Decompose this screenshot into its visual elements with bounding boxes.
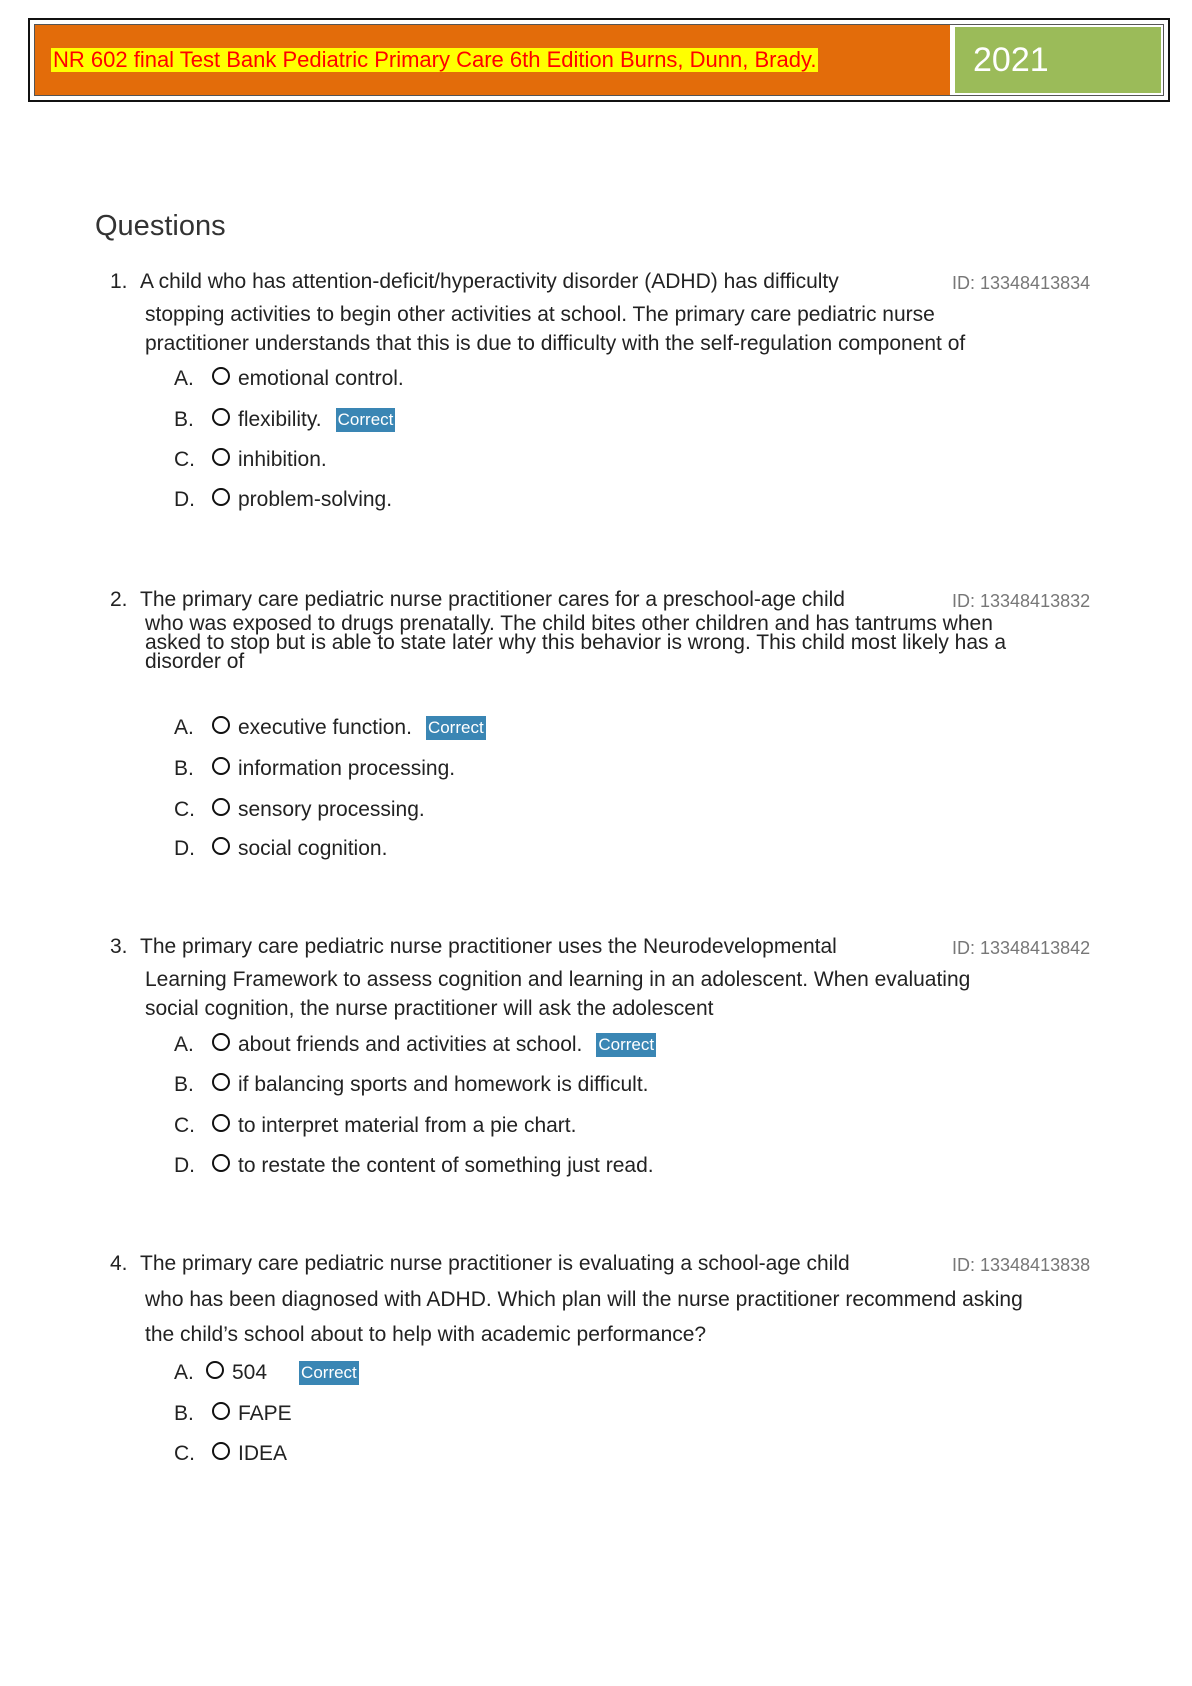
option-letter: B. (174, 1402, 194, 1425)
question-number: 4. (110, 1252, 128, 1275)
answer-option-a[interactable] (174, 364, 404, 394)
answer-option-a[interactable] (174, 713, 486, 743)
option-letter: A. (174, 1033, 194, 1056)
section-title: Questions (95, 210, 226, 242)
option-letter: A. (174, 716, 194, 739)
option-letter: D. (174, 837, 195, 860)
question-text-line: practitioner understands that this is due to difficulty with the self-regulation component of (145, 332, 966, 355)
answer-option-b[interactable] (174, 1399, 292, 1429)
option-text: FAPE (238, 1402, 292, 1425)
option-letter: B. (174, 1073, 194, 1096)
radio-circle-icon[interactable] (212, 798, 230, 816)
option-letter: C. (174, 1442, 195, 1465)
option-letter: C. (174, 448, 195, 471)
option-letter: B. (174, 408, 194, 431)
question-id: ID: 13348413834 (952, 273, 1091, 293)
option-letter: A. (174, 367, 194, 390)
question-text-line: Learning Framework to assess cognition and learning in an adolescent. When evaluating (145, 968, 971, 991)
answer-option-c[interactable] (174, 795, 425, 825)
correct-badge: Correct (426, 716, 486, 740)
answer-option-d[interactable] (174, 834, 387, 864)
radio-circle-icon[interactable] (212, 716, 230, 734)
radio-circle-icon[interactable] (212, 1154, 230, 1172)
correct-badge: Correct (299, 1361, 359, 1385)
answer-option-b[interactable] (174, 405, 395, 435)
header-title-cell (35, 25, 953, 95)
option-text: information processing. (238, 757, 456, 780)
option-letter: D. (174, 488, 195, 511)
radio-circle-icon[interactable] (212, 1402, 230, 1420)
header-year: 2021 (953, 25, 1163, 95)
option-text: inhibition. (238, 448, 327, 471)
question-text-line: who was exposed to drugs prenatally. The child bites other children and has tantrums when (145, 612, 993, 635)
option-text: if balancing sports and homework is difficult. (238, 1073, 649, 1096)
document-header (28, 18, 1170, 102)
question-text-line: asked to stop but is able to state later why this behavior is wrong. This child most likely has a (145, 631, 1007, 654)
radio-circle-icon[interactable] (212, 367, 230, 385)
radio-circle-icon[interactable] (212, 488, 230, 506)
option-letter: B. (174, 757, 194, 780)
radio-circle-icon[interactable] (206, 1361, 224, 1379)
option-letter: D. (174, 1154, 195, 1177)
answer-option-a[interactable] (174, 1358, 359, 1388)
radio-circle-icon[interactable] (212, 408, 230, 426)
question-number: 1. (110, 270, 128, 293)
question-number: 2. (110, 588, 128, 611)
option-text: 504 (232, 1361, 268, 1384)
answer-option-b[interactable] (174, 1070, 648, 1100)
answer-option-d[interactable] (174, 485, 392, 515)
correct-badge: Correct (596, 1033, 656, 1057)
answer-option-c[interactable] (174, 1111, 576, 1141)
question-text-line: social cognition, the nurse practitioner will ask the adolescent (145, 997, 714, 1020)
question-text-line: disorder of (145, 650, 245, 673)
answer-option-a[interactable] (174, 1030, 656, 1060)
answer-option-c[interactable] (174, 1439, 287, 1469)
option-text: to restate the content of something just read. (238, 1154, 654, 1177)
question-id: ID: 13348413832 (952, 591, 1091, 611)
radio-circle-icon[interactable] (212, 757, 230, 775)
option-text: to interpret material from a pie chart. (238, 1114, 577, 1137)
option-text: flexibility. (238, 408, 322, 431)
radio-circle-icon[interactable] (212, 448, 230, 466)
question-text-line: stopping activities to begin other activities at school. The primary care pediatric nurse (145, 303, 935, 326)
radio-circle-icon[interactable] (212, 1114, 230, 1132)
question-text-line: The primary care pediatric nurse practitioner cares for a preschool-age child (140, 588, 845, 611)
radio-circle-icon[interactable] (212, 1442, 230, 1460)
option-text: about friends and activities at school. (238, 1033, 583, 1056)
question-id: ID: 13348413842 (952, 938, 1091, 958)
option-text: problem-solving. (238, 488, 393, 511)
question-text-line: A child who has attention-deficit/hyperactivity disorder (ADHD) has difficulty (140, 270, 839, 293)
question-number: 3. (110, 935, 128, 958)
correct-badge: Correct (336, 408, 396, 432)
question-text-line: The primary care pediatric nurse practitioner is evaluating a school-age child (140, 1252, 850, 1275)
answer-option-d[interactable] (174, 1151, 654, 1181)
option-text: emotional control. (238, 367, 404, 390)
radio-circle-icon[interactable] (212, 1033, 230, 1051)
question-text-line: who has been diagnosed with ADHD. Which plan will the nurse practitioner recommend asking (145, 1288, 1023, 1311)
option-text: sensory processing. (238, 798, 425, 821)
answer-option-c[interactable] (174, 445, 327, 475)
document-title: NR 602 final Test Bank Pediatric Primary Care 6th Edition Burns, Dunn, Brady. (53, 47, 817, 72)
option-letter: C. (174, 1114, 195, 1137)
option-letter: A. (174, 1361, 194, 1384)
option-text: social cognition. (238, 837, 388, 860)
question-id: ID: 13348413838 (952, 1255, 1091, 1275)
option-letter: C. (174, 798, 195, 821)
radio-circle-icon[interactable] (212, 837, 230, 855)
answer-option-b[interactable] (174, 754, 455, 784)
header-inner (34, 24, 1164, 96)
radio-circle-icon[interactable] (212, 1073, 230, 1091)
question-text-line: the child’s school about to help with academic performance? (145, 1323, 707, 1346)
option-text: IDEA (238, 1442, 288, 1465)
question-text-line: The primary care pediatric nurse practitioner uses the Neurodevelopmental (140, 935, 837, 958)
option-text: executive function. (238, 716, 412, 739)
